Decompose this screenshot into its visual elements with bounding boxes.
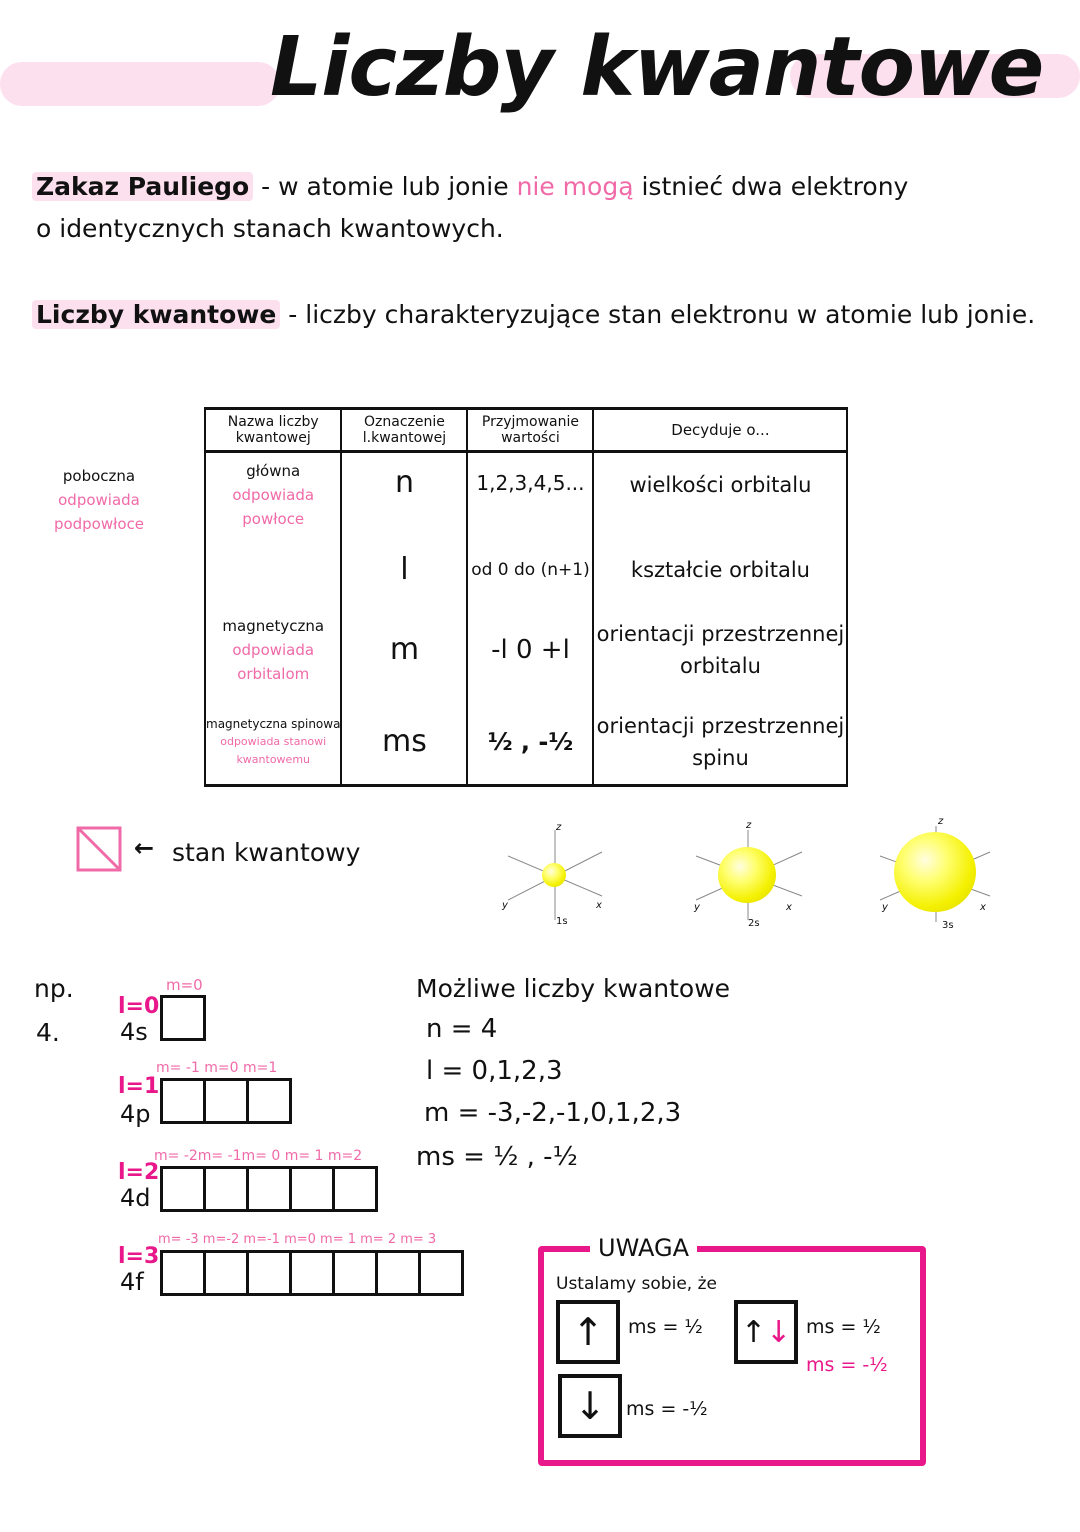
orbital-name-4s: 4s xyxy=(120,1018,148,1046)
symbol-cell: n xyxy=(341,452,467,540)
m-labels-4d: m= -2m= -1m= 0 m= 1 m=2 xyxy=(154,1148,363,1164)
name-cell: magnetyczna odpowiada orbitalom xyxy=(205,600,341,700)
values-cell: od 0 do (n+1) xyxy=(467,540,593,600)
m-labels-4p: m= -1 m=0 m=1 xyxy=(156,1060,278,1076)
m-labels-4f: m= -3 m=-2 m=-1 m=0 m= 1 m= 2 m= 3 xyxy=(158,1232,437,1247)
boxes-4s xyxy=(163,995,206,1041)
table-row xyxy=(205,452,847,540)
uwaga-subtitle: Ustalamy sobie, że xyxy=(556,1274,717,1294)
values-cell: ½ , -½ xyxy=(467,700,593,786)
quantum-box xyxy=(332,1250,378,1296)
arrow-down-icon: ↓ xyxy=(574,1384,606,1428)
l-label-4d: l=2 xyxy=(118,1160,160,1185)
decides-cell: kształcie orbitalu xyxy=(593,540,847,600)
quantum-box xyxy=(246,1078,292,1124)
m-labels-4s: m=0 xyxy=(166,976,203,994)
spin-down-box xyxy=(558,1374,622,1438)
l-label-4p: l=1 xyxy=(118,1074,160,1099)
values-cell: -l 0 +l xyxy=(467,600,593,700)
spin-up-label: ms = ½ xyxy=(628,1316,703,1338)
symbol-cell: m xyxy=(341,600,467,700)
possible-m: m = -3,-2,-1,0,1,2,3 xyxy=(424,1098,682,1128)
boxes-4d xyxy=(163,1166,378,1212)
quantum-box xyxy=(160,1166,206,1212)
side-note: poboczna odpowiada podpowłoce xyxy=(53,467,145,533)
quantum-box xyxy=(160,1078,206,1124)
uwaga-title: UWAGA xyxy=(590,1234,697,1262)
name-cell: magnetyczna spinowa odpowiada stanowi kwantowemu xyxy=(205,700,341,786)
boxes-4p xyxy=(163,1078,292,1124)
quantum-numbers-table xyxy=(204,407,848,787)
pauli-emph: nie mogą xyxy=(516,172,634,201)
possible-title: Możliwe liczby kwantowe xyxy=(416,974,731,1003)
l-label-4s: l=0 xyxy=(118,994,160,1019)
quantum-box xyxy=(418,1250,464,1296)
spin-pair-box xyxy=(734,1300,798,1364)
possible-n: n = 4 xyxy=(426,1014,498,1044)
orbital-1s: z y x 1s xyxy=(500,820,610,930)
spin-pair-label-1: ms = ½ xyxy=(806,1316,881,1338)
possible-l: l = 0,1,2,3 xyxy=(426,1056,563,1086)
table-row xyxy=(205,700,847,786)
quantum-box xyxy=(203,1078,249,1124)
example-shell: 4. xyxy=(36,1018,60,1047)
name-cell: główna odpowiada powłoce xyxy=(205,452,341,540)
quantum-box xyxy=(160,995,206,1041)
arrow-down-icon: ↓ xyxy=(766,1314,792,1350)
title-band-left xyxy=(0,62,280,106)
header-cell: Oznaczenie l.kwantowej xyxy=(341,409,467,452)
values-cell: 1,2,3,4,5... xyxy=(467,452,593,540)
quantum-box xyxy=(246,1166,292,1212)
sphere-1s xyxy=(542,863,566,887)
example-np: np. xyxy=(34,974,74,1003)
symbol-cell: ms xyxy=(341,700,467,786)
page-title: Liczby kwantowe xyxy=(270,20,1044,115)
table-row xyxy=(205,540,847,600)
orbital-3s: z y x 3s xyxy=(876,816,996,934)
possible-ms: ms = ½ , -½ xyxy=(416,1142,578,1172)
header-cell: Nazwa liczby kwantowej xyxy=(205,409,341,452)
symbol-cell: l xyxy=(341,540,467,600)
table-header-row xyxy=(205,409,847,452)
orbital-2s: z y x 2s xyxy=(690,820,810,930)
l-label-4f: l=3 xyxy=(118,1244,160,1269)
decides-cell: orientacji przestrzennej orbitalu xyxy=(593,600,847,700)
quantum-state-box-icon xyxy=(76,826,122,872)
quantum-box xyxy=(203,1166,249,1212)
quantum-box xyxy=(160,1250,206,1296)
sphere-2s xyxy=(718,847,776,903)
quantum-box xyxy=(289,1166,335,1212)
orbital-name-4p: 4p xyxy=(120,1100,151,1128)
quantum-box xyxy=(332,1166,378,1212)
header-cell: Przyjmowanie wartości xyxy=(467,409,593,452)
arrow-up-icon: ↑ xyxy=(740,1314,766,1350)
spin-up-box xyxy=(556,1300,620,1364)
pauli-line-2: o identycznych stanach kwantowych. xyxy=(36,214,504,243)
arrow-up-icon: ↑ xyxy=(572,1310,604,1354)
decides-cell: orientacji przestrzennej spinu xyxy=(593,700,847,786)
quantum-box xyxy=(203,1250,249,1296)
name-cell xyxy=(205,540,341,600)
pauli-line-1: Zakaz Pauliego - w atomie lub jonie nie mogą istnieć dwa elektrony xyxy=(32,172,908,201)
orbital-name-4d: 4d xyxy=(120,1184,151,1212)
orbital-name-4f: 4f xyxy=(120,1268,144,1296)
legend-label: stan kwantowy xyxy=(172,838,361,867)
sphere-3s xyxy=(894,832,976,912)
spin-down-label: ms = -½ xyxy=(626,1398,708,1420)
table-row xyxy=(205,600,847,700)
quantum-box xyxy=(375,1250,421,1296)
definition-line: Liczby kwantowe - liczby charakteryzujące stan elektronu w atomie lub jonie. xyxy=(32,300,1035,329)
spin-pair-label-2: ms = -½ xyxy=(806,1354,888,1376)
header-cell: Decyduje o... xyxy=(593,409,847,452)
quantum-box xyxy=(289,1250,335,1296)
legend-arrow-icon: ← xyxy=(134,834,155,862)
quantum-box xyxy=(246,1250,292,1296)
decides-cell: wielkości orbitalu xyxy=(593,452,847,540)
pauli-term: Zakaz Pauliego xyxy=(32,172,253,201)
definition-term: Liczby kwantowe xyxy=(32,300,280,329)
boxes-4f xyxy=(163,1250,464,1296)
